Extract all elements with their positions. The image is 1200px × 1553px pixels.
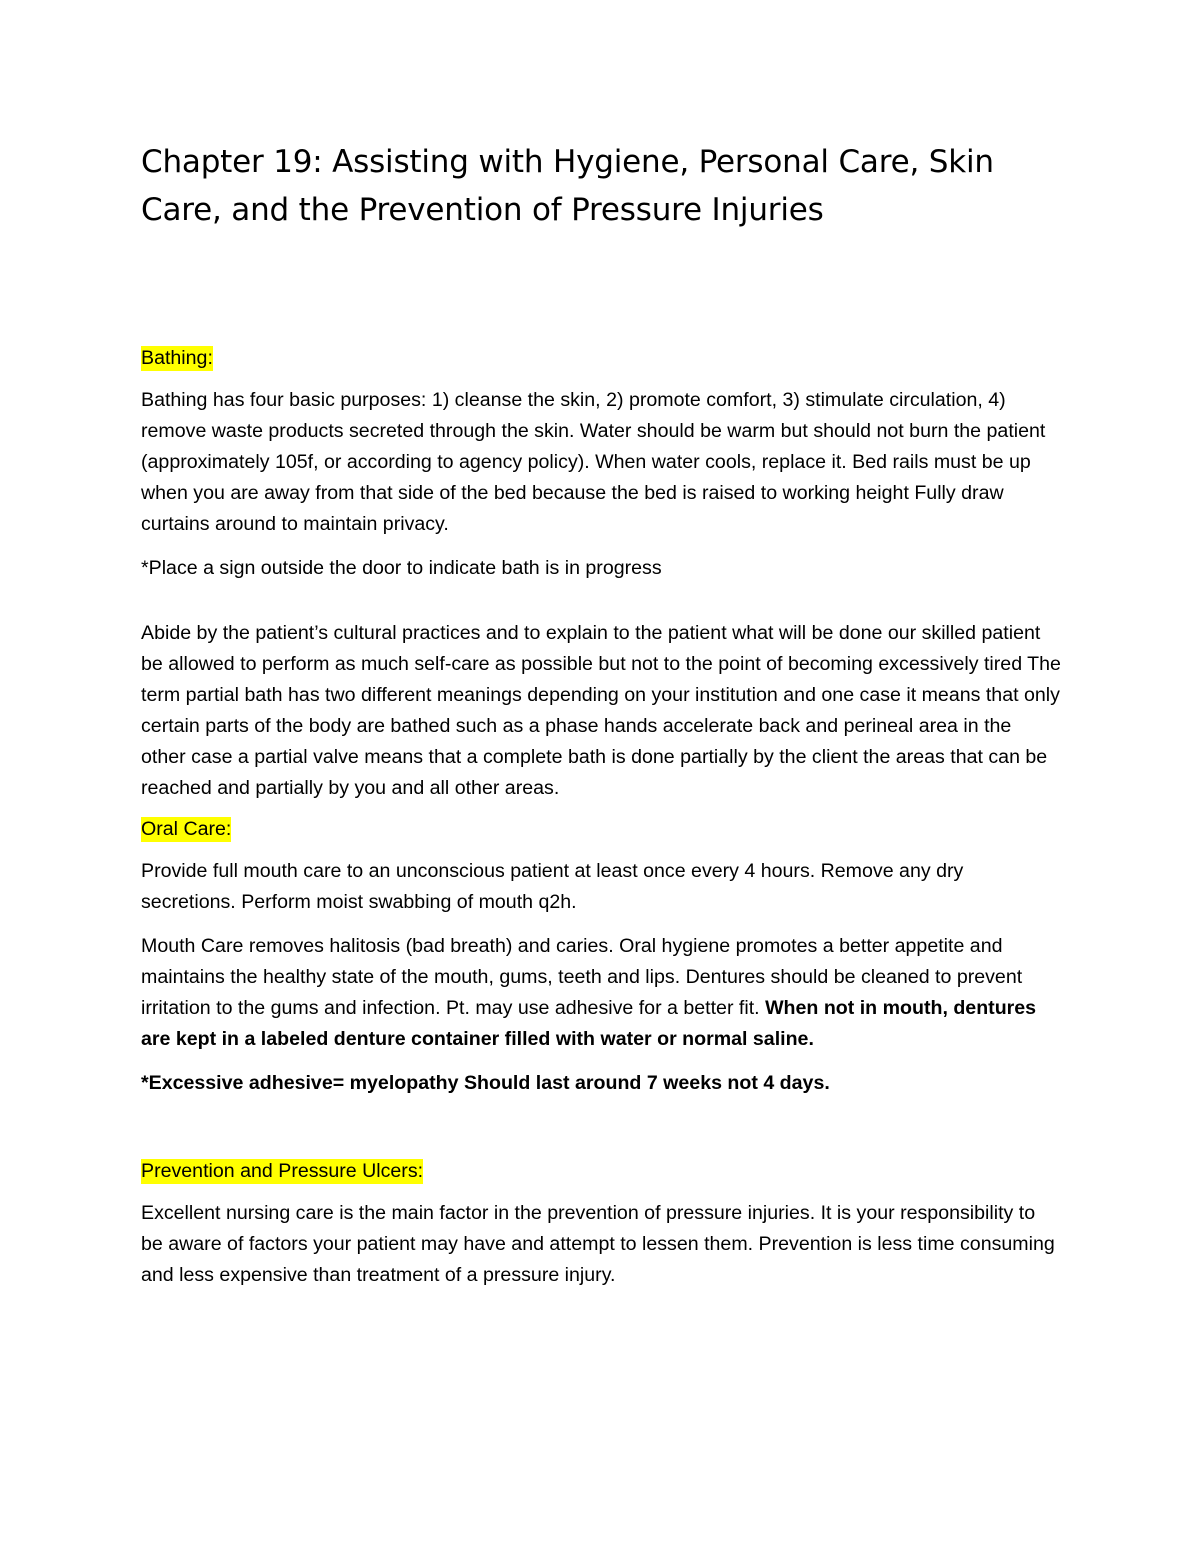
prevention-paragraph-1: Excellent nursing care is the main factor in the prevention of pressure injuries. It is your responsibility to be aware of factors your patient may have and attempt to lessen them. Prevention is less time consuming and less expensive than treatment of a pressure injury. xyxy=(141,1202,1055,1286)
section-heading-prevention: Prevention and Pressure Ulcers: xyxy=(141,1160,424,1182)
oral-care-paragraph-3: *Excessive adhesive= myelopathy Should last around 7 weeks not 4 days. xyxy=(141,1072,830,1094)
spacer xyxy=(141,234,1061,346)
section-heading-bathing: Bathing: xyxy=(141,347,213,369)
bathing-paragraph-1: Bathing has four basic purposes: 1) cleanse the skin, 2) promote comfort, 3) stimulate circulation, 4) remove waste products secreted through the skin. Water should be warm but should not burn the patient (approximately 105f, or according to agency policy). When water cools, replace it. Bed rails must be up when you are away from that side of the bed because the bed is raised to working height Fully draw curtains around to maintain privacy. xyxy=(141,389,1046,535)
section-prevention xyxy=(141,1159,1061,1291)
oral-care-paragraph-2-normal: Mouth Care removes halitosis (bad breath) and caries. Oral hygiene promotes a better appetite and maintains the healthy state of the mouth, gums, teeth and lips. Dentures should be cleaned to prevent irritation to the gums and infection. Pt. may use adhesive for a better fit. xyxy=(141,935,1023,1019)
oral-care-paragraph-2 xyxy=(141,931,1061,1055)
document-page xyxy=(141,138,1061,1291)
section-bathing xyxy=(141,346,1061,804)
oral-care-paragraph-1: Provide full mouth care to an unconscious patient at least once every 4 hours. Remove any dry secretions. Perform moist swabbing of mouth q2h. xyxy=(141,860,964,913)
bathing-paragraph-3: Abide by the patient’s cultural practices and to explain to the patient what will be done our skilled patient be allowed to perform as much self-care as possible but not to the point of becoming excessively tired The term partial bath has two different meanings depending on your institution and one case it means that only certain parts of the body are bathed such as a phase hands accelerate back and perineal area in the other case a partial valve means that a complete bath is done partially by the client the areas that can be reached and partially by you and all other areas. xyxy=(141,622,1061,799)
section-oral-care xyxy=(141,817,1061,1099)
section-heading-oral-care: Oral Care: xyxy=(141,818,232,840)
bathing-paragraph-2: *Place a sign outside the door to indicate bath is in progress xyxy=(141,557,662,579)
oral-care-paragraph-2-bold: When not in mouth, dentures are kept in a labeled denture container filled with water or normal saline. xyxy=(141,997,1037,1050)
document-title: Chapter 19: Assisting with Hygiene, Personal Care, Skin Care, and the Prevention of Pressure Injuries xyxy=(141,144,994,228)
